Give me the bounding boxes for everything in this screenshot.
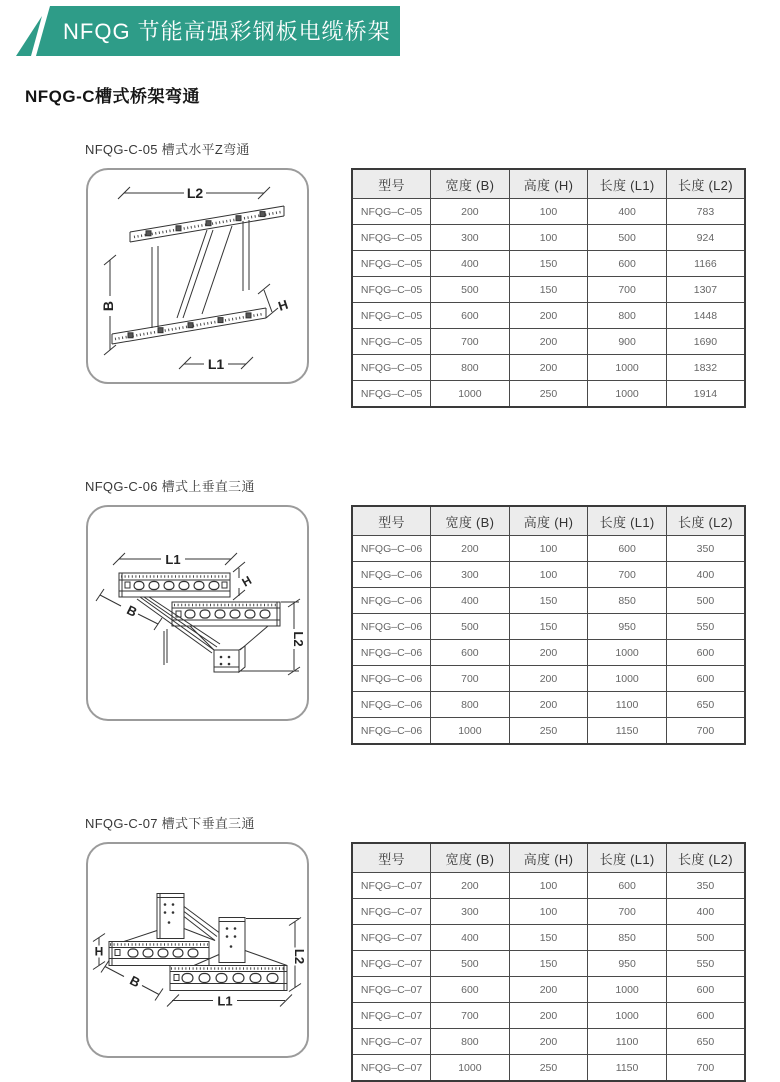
table-cell: 924 — [666, 225, 745, 251]
dimension-b — [100, 255, 116, 355]
table-cell: NFQG–C–06 — [352, 588, 431, 614]
drawing-box-down-tee — [86, 842, 309, 1058]
table-cell: 100 — [509, 536, 588, 562]
column-header: 型号 — [352, 169, 431, 199]
dim-label-l2: L2 — [292, 948, 307, 965]
dimension-l1 — [179, 356, 253, 372]
drawing-box-up-tee — [86, 505, 309, 721]
dimension-l2 — [118, 185, 270, 201]
dimension-l1 — [167, 994, 292, 1009]
table-cell: 1307 — [666, 277, 745, 303]
dim-label-h: H — [239, 573, 255, 590]
dim-label-b: B — [127, 972, 143, 991]
dim-label-l1: L1 — [217, 993, 233, 1009]
table-cell: 650 — [666, 692, 745, 718]
table-cell: 150 — [509, 951, 588, 977]
table-row — [352, 251, 745, 277]
table-cell: 800 — [431, 1029, 510, 1055]
table-row — [352, 562, 745, 588]
column-header: 宽度 (B) — [431, 843, 510, 873]
column-header: 高度 (H) — [509, 169, 588, 199]
table-cell: NFQG–C–07 — [352, 899, 431, 925]
table-cell: NFQG–C–05 — [352, 251, 431, 277]
table-cell: NFQG–C–05 — [352, 355, 431, 381]
table-cell: 400 — [431, 251, 510, 277]
table-head — [352, 506, 745, 536]
table-cell: 300 — [431, 225, 510, 251]
table-cell: 1000 — [588, 977, 667, 1003]
table-cell: 150 — [509, 588, 588, 614]
z-bend-isometric-drawing — [88, 170, 307, 382]
table-cell: 250 — [509, 1055, 588, 1082]
table-row — [352, 692, 745, 718]
dim-label-l2: L2 — [291, 631, 306, 647]
table-cell: 800 — [588, 303, 667, 329]
table-cell: 950 — [588, 951, 667, 977]
table-cell: NFQG–C–07 — [352, 925, 431, 951]
header-banner — [0, 0, 780, 64]
table-cell: 500 — [431, 951, 510, 977]
tray-bar-1 — [109, 942, 209, 966]
table-cell: 700 — [431, 666, 510, 692]
table-cell: 1000 — [588, 355, 667, 381]
vertical-branch-channel — [190, 626, 268, 672]
table-cell: 250 — [509, 718, 588, 745]
table-cell: 500 — [431, 277, 510, 303]
table-cell: 150 — [509, 925, 588, 951]
table-cell: 1690 — [666, 329, 745, 355]
column-header: 高度 (H) — [509, 843, 588, 873]
table-row — [352, 666, 745, 692]
column-header: 长度 (L1) — [588, 843, 667, 873]
table-cell: 850 — [588, 925, 667, 951]
table-cell: NFQG–C–05 — [352, 225, 431, 251]
table-cell: 500 — [666, 925, 745, 951]
section-nfqg-c-07 — [0, 813, 780, 1082]
table-cell: 783 — [666, 199, 745, 225]
column-header: 宽度 (B) — [431, 506, 510, 536]
table-cell: 600 — [666, 640, 745, 666]
table-cell: NFQG–C–06 — [352, 614, 431, 640]
table-cell: 500 — [666, 588, 745, 614]
section-nfqg-c-06 — [0, 476, 780, 745]
table-cell: 800 — [431, 355, 510, 381]
down-vertical-tee-drawing — [88, 844, 307, 1056]
table-row — [352, 355, 745, 381]
table-cell: 1000 — [588, 381, 667, 408]
table-cell: 700 — [588, 277, 667, 303]
table-cell: 500 — [588, 225, 667, 251]
table-row — [352, 640, 745, 666]
dimension-l1 — [113, 552, 237, 567]
table-cell: 600 — [431, 640, 510, 666]
table-cell: NFQG–C–05 — [352, 277, 431, 303]
table-body — [352, 199, 745, 408]
table-cell: 600 — [666, 666, 745, 692]
table-cell: 600 — [588, 536, 667, 562]
table-cell: NFQG–C–05 — [352, 199, 431, 225]
table-cell: 200 — [431, 873, 510, 899]
table-row — [352, 873, 745, 899]
column-header: 长度 (L1) — [588, 169, 667, 199]
table-header-row — [352, 843, 745, 873]
lower-tray — [112, 308, 266, 344]
tray-bar-2 — [170, 966, 287, 991]
table-cell: 550 — [666, 614, 745, 640]
table-cell: 100 — [509, 899, 588, 925]
table-row — [352, 277, 745, 303]
table-row — [352, 1055, 745, 1082]
table-cell: 200 — [509, 692, 588, 718]
table-row — [352, 303, 745, 329]
table-cell: 1000 — [588, 640, 667, 666]
dimension-h — [233, 562, 254, 600]
table-cell: 400 — [588, 199, 667, 225]
table-cell: 950 — [588, 614, 667, 640]
table-cell: NFQG–C–07 — [352, 977, 431, 1003]
dim-label-b: B — [124, 602, 140, 620]
table-cell: 1150 — [588, 718, 667, 745]
table-cell: NFQG–C–06 — [352, 562, 431, 588]
table-cell: NFQG–C–06 — [352, 666, 431, 692]
table-head — [352, 169, 745, 199]
section-nfqg-c-05 — [0, 139, 780, 408]
table-header-row — [352, 506, 745, 536]
table-cell: 1166 — [666, 251, 745, 277]
table-cell: 100 — [509, 562, 588, 588]
table-cell: 150 — [509, 614, 588, 640]
spec-table-nfqg-c-06 — [351, 505, 746, 745]
table-cell: 150 — [509, 251, 588, 277]
drawing-box-z-bend — [86, 168, 309, 384]
page-title: NFQG-C槽式桥架弯通 — [25, 87, 201, 106]
spec-table-nfqg-c-07 — [351, 842, 746, 1082]
table-cell: NFQG–C–07 — [352, 1003, 431, 1029]
table-cell: 100 — [509, 225, 588, 251]
table-row — [352, 199, 745, 225]
table-cell: 600 — [666, 977, 745, 1003]
dim-label-l1: L1 — [165, 552, 181, 567]
table-cell: 100 — [509, 199, 588, 225]
section-content-row — [86, 842, 780, 1082]
table-head — [352, 843, 745, 873]
table-row — [352, 1003, 745, 1029]
table-cell: 400 — [431, 588, 510, 614]
dim-label-h: H — [94, 944, 104, 959]
dimension-h — [93, 934, 105, 970]
table-cell: 700 — [431, 329, 510, 355]
table-cell: 1150 — [588, 1055, 667, 1082]
top-tray-bar — [119, 573, 230, 597]
table-cell: NFQG–C–06 — [352, 536, 431, 562]
table-cell: 200 — [509, 329, 588, 355]
table-body — [352, 536, 745, 745]
table-cell: 1000 — [431, 381, 510, 408]
table-cell: NFQG–C–07 — [352, 1055, 431, 1082]
column-header: 长度 (L2) — [666, 506, 745, 536]
upper-tray — [130, 206, 284, 242]
table-cell: 1914 — [666, 381, 745, 408]
dimension-h — [258, 284, 290, 318]
column-header: 长度 (L2) — [666, 169, 745, 199]
table-cell: NFQG–C–05 — [352, 329, 431, 355]
table-row — [352, 225, 745, 251]
table-cell: NFQG–C–07 — [352, 873, 431, 899]
table-cell: 800 — [431, 692, 510, 718]
table-cell: NFQG–C–07 — [352, 951, 431, 977]
column-header: 型号 — [352, 843, 431, 873]
table-row — [352, 1029, 745, 1055]
table-cell: 700 — [666, 718, 745, 745]
table-row — [352, 951, 745, 977]
section-content-row — [86, 505, 780, 745]
table-cell: 200 — [431, 199, 510, 225]
table-cell: NFQG–C–06 — [352, 640, 431, 666]
dim-label-b: B — [100, 300, 116, 312]
table-cell: 200 — [509, 1029, 588, 1055]
up-vertical-tee-drawing — [88, 507, 307, 719]
table-row — [352, 329, 745, 355]
table-cell: 1000 — [431, 718, 510, 745]
banner-title: NFQG 节能高强彩钢板电缆桥架 — [63, 19, 391, 44]
table-row — [352, 614, 745, 640]
table-body — [352, 873, 745, 1082]
column-header: 长度 (L1) — [588, 506, 667, 536]
table-cell: 1832 — [666, 355, 745, 381]
table-cell: 200 — [509, 1003, 588, 1029]
dim-label-h: H — [276, 296, 290, 314]
table-cell: 500 — [431, 614, 510, 640]
table-row — [352, 899, 745, 925]
table-cell: 150 — [509, 277, 588, 303]
table-cell: 300 — [431, 562, 510, 588]
table-cell: 400 — [431, 925, 510, 951]
table-cell: 1000 — [588, 666, 667, 692]
table-row — [352, 977, 745, 1003]
table-row — [352, 925, 745, 951]
table-cell: 400 — [666, 562, 745, 588]
table-cell: 600 — [588, 251, 667, 277]
table-cell: 650 — [666, 1029, 745, 1055]
table-cell: 700 — [588, 562, 667, 588]
table-cell: 700 — [588, 899, 667, 925]
column-header: 长度 (L2) — [666, 843, 745, 873]
table-cell: 1100 — [588, 692, 667, 718]
table-header-row — [352, 169, 745, 199]
section-subtitle: NFQG-C-07 槽式下垂直三通 — [85, 816, 255, 831]
column-header: 高度 (H) — [509, 506, 588, 536]
table-row — [352, 381, 745, 408]
table-row — [352, 536, 745, 562]
section-subtitle: NFQG-C-06 槽式上垂直三通 — [85, 479, 255, 494]
table-cell: 300 — [431, 899, 510, 925]
table-cell: 700 — [431, 1003, 510, 1029]
table-cell: 200 — [509, 666, 588, 692]
table-cell: 200 — [509, 303, 588, 329]
table-row — [352, 718, 745, 745]
table-cell: 200 — [509, 977, 588, 1003]
table-cell: NFQG–C–07 — [352, 1029, 431, 1055]
dim-label-l2: L2 — [186, 185, 204, 201]
table-cell: 200 — [509, 640, 588, 666]
riser-channel-1 — [124, 894, 219, 942]
dim-label-l1: L1 — [207, 356, 225, 372]
section-subtitle: NFQG-C-05 槽式水平Z弯通 — [85, 142, 250, 157]
diagonal-chute — [177, 226, 232, 318]
table-cell: 400 — [666, 899, 745, 925]
table-cell: 900 — [588, 329, 667, 355]
section-content-row — [86, 168, 780, 408]
table-cell: 250 — [509, 381, 588, 408]
spec-table-nfqg-c-05 — [351, 168, 746, 408]
table-cell: 350 — [666, 873, 745, 899]
diagonal-chute — [137, 597, 220, 665]
table-cell: 850 — [588, 588, 667, 614]
table-cell: 1100 — [588, 1029, 667, 1055]
table-cell: NFQG–C–06 — [352, 718, 431, 745]
table-cell: 700 — [666, 1055, 745, 1082]
table-cell: 550 — [666, 951, 745, 977]
table-cell: 600 — [666, 1003, 745, 1029]
table-cell: 200 — [509, 355, 588, 381]
table-cell: NFQG–C–06 — [352, 692, 431, 718]
table-cell: 600 — [588, 873, 667, 899]
table-cell: 1000 — [588, 1003, 667, 1029]
column-header: 宽度 (B) — [431, 169, 510, 199]
table-cell: 1000 — [431, 1055, 510, 1082]
column-header: 型号 — [352, 506, 431, 536]
table-row — [352, 588, 745, 614]
table-cell: 600 — [431, 977, 510, 1003]
table-cell: 200 — [431, 536, 510, 562]
dimension-b — [101, 961, 163, 1001]
table-cell: NFQG–C–05 — [352, 381, 431, 408]
table-cell: NFQG–C–05 — [352, 303, 431, 329]
table-cell: 600 — [431, 303, 510, 329]
table-cell: 100 — [509, 873, 588, 899]
table-cell: 350 — [666, 536, 745, 562]
table-cell: 1448 — [666, 303, 745, 329]
